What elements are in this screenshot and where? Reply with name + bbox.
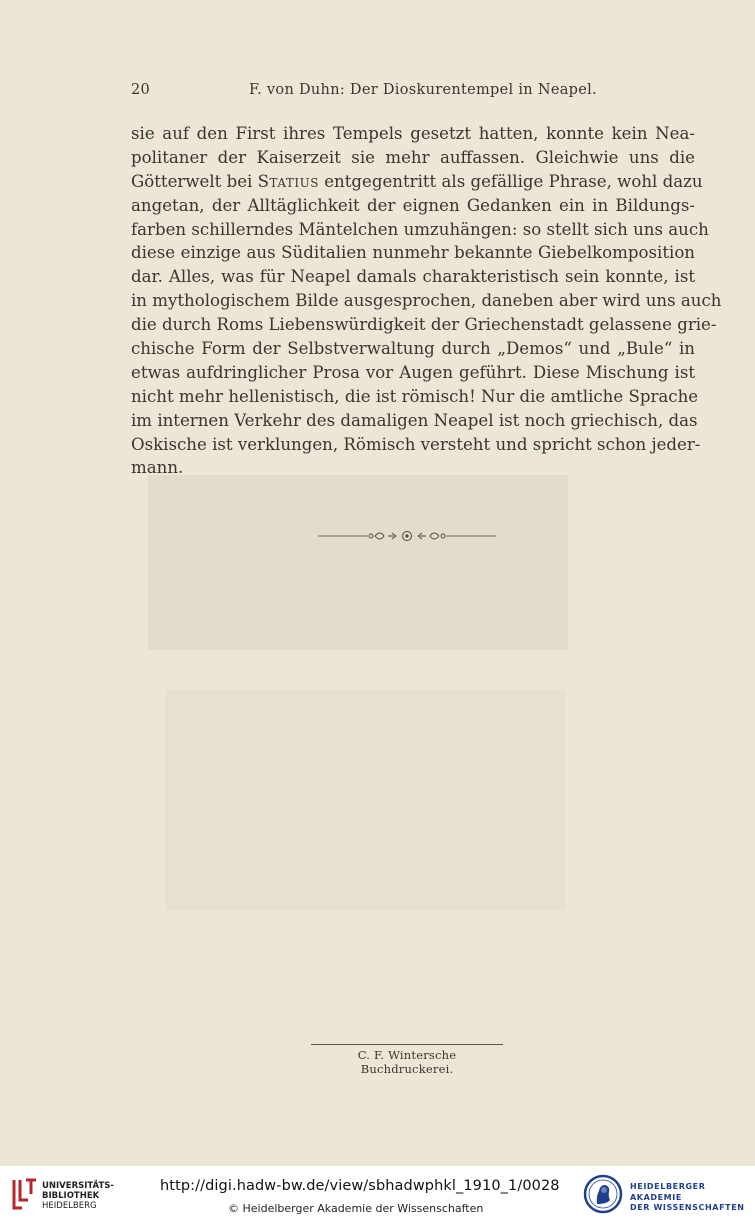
page-header bbox=[131, 82, 597, 104]
academy-line-1: HEIDELBERGER AKADEMIE bbox=[630, 1182, 706, 1202]
text-segment: im internen Verkehr des damaligen Neapel ist noch griechisch, das bbox=[131, 410, 698, 430]
printer-rule bbox=[311, 1044, 503, 1045]
body-text bbox=[131, 122, 722, 480]
copyright-notice: © Heidelberger Akademie der Wissenschaften bbox=[228, 1202, 484, 1215]
text-line bbox=[131, 194, 695, 218]
text-segment: angetan, der Alltäglichkeit der eignen Gedanken ein in Bildungs- bbox=[131, 195, 695, 215]
viewer-footer bbox=[0, 1166, 755, 1221]
academy-seal-icon[interactable] bbox=[583, 1174, 623, 1214]
text-segment: in mythologischem Bilde ausgesprochen, daneben aber wird uns auch bbox=[131, 291, 722, 311]
text-segment: sie auf den First ihres Tempels gesetzt hatten, konnte kein Nea- bbox=[131, 124, 695, 143]
text-line bbox=[131, 122, 695, 146]
text-line bbox=[131, 146, 695, 170]
text-segment: farben schillerndes Mäntelchen umzuhängen: so stellt sich uns auch bbox=[131, 219, 709, 239]
academy-name bbox=[630, 1182, 755, 1214]
text-segment: entgegentritt als gefällige Phrase, wohl dazu bbox=[318, 171, 703, 191]
library-line-1: UNIVERSITÄTS- bbox=[42, 1181, 114, 1191]
permalink-url[interactable]: http://digi.hadw-bw.de/view/sbhadwphkl_1910_1/0028 bbox=[160, 1178, 560, 1194]
text-segment: dar. Alles, was für Neapel damals charakteristisch sein konnte, ist bbox=[131, 267, 695, 287]
university-library-name bbox=[42, 1181, 114, 1211]
text-segment: politaner der Kaiserzeit sie mehr auffassen. Gleichwie uns die bbox=[131, 147, 695, 167]
ornament-divider bbox=[318, 528, 496, 544]
text-segment: Götterwelt bei bbox=[131, 171, 258, 191]
page-number: 20 bbox=[131, 82, 151, 98]
show-through-shadow bbox=[148, 475, 568, 650]
text-line bbox=[131, 361, 695, 385]
text-line bbox=[131, 170, 703, 194]
library-line-2: BIBLIOTHEK bbox=[42, 1191, 100, 1201]
author-name-smallcaps: Statius bbox=[257, 171, 319, 191]
show-through-shadow-lower bbox=[165, 690, 565, 910]
running-head: F. von Duhn: Der Dioskurentempel in Neapel. bbox=[249, 82, 597, 98]
text-line bbox=[131, 433, 701, 457]
text-segment: nicht mehr hellenistisch, die ist römisch! Nur die amtliche Sprache bbox=[131, 386, 699, 406]
text-line bbox=[131, 218, 709, 242]
text-line bbox=[131, 385, 699, 409]
text-line bbox=[131, 265, 695, 289]
text-segment: mann. bbox=[131, 458, 184, 478]
library-line-3: HEIDELBERG bbox=[42, 1201, 97, 1211]
text-line bbox=[131, 313, 717, 337]
text-segment: chische Form der Selbstverwaltung durch „Demos“ und „Bule“ in bbox=[131, 339, 695, 359]
text-line bbox=[131, 289, 722, 313]
academy-line-2: DER WISSENSCHAFTEN bbox=[630, 1203, 745, 1212]
text-segment: etwas aufdringlicher Prosa vor Augen geführt. Diese Mischung ist bbox=[131, 362, 695, 382]
text-line bbox=[131, 456, 695, 480]
printer-imprint: C. F. Wintersche Buchdruckerei. bbox=[357, 1048, 457, 1076]
text-segment: Oskische ist verklungen, Römisch versteht und spricht schon jeder- bbox=[131, 434, 701, 454]
text-segment: die durch Roms Liebenswürdigkeit der Griechenstadt gelassene grie- bbox=[131, 315, 717, 335]
text-line bbox=[131, 409, 698, 433]
university-library-logo-icon[interactable] bbox=[8, 1176, 40, 1212]
text-line bbox=[131, 337, 695, 361]
text-segment: diese einzige aus Süditalien nunmehr bekannte Giebelkomposition bbox=[131, 243, 695, 263]
text-line bbox=[131, 241, 695, 265]
